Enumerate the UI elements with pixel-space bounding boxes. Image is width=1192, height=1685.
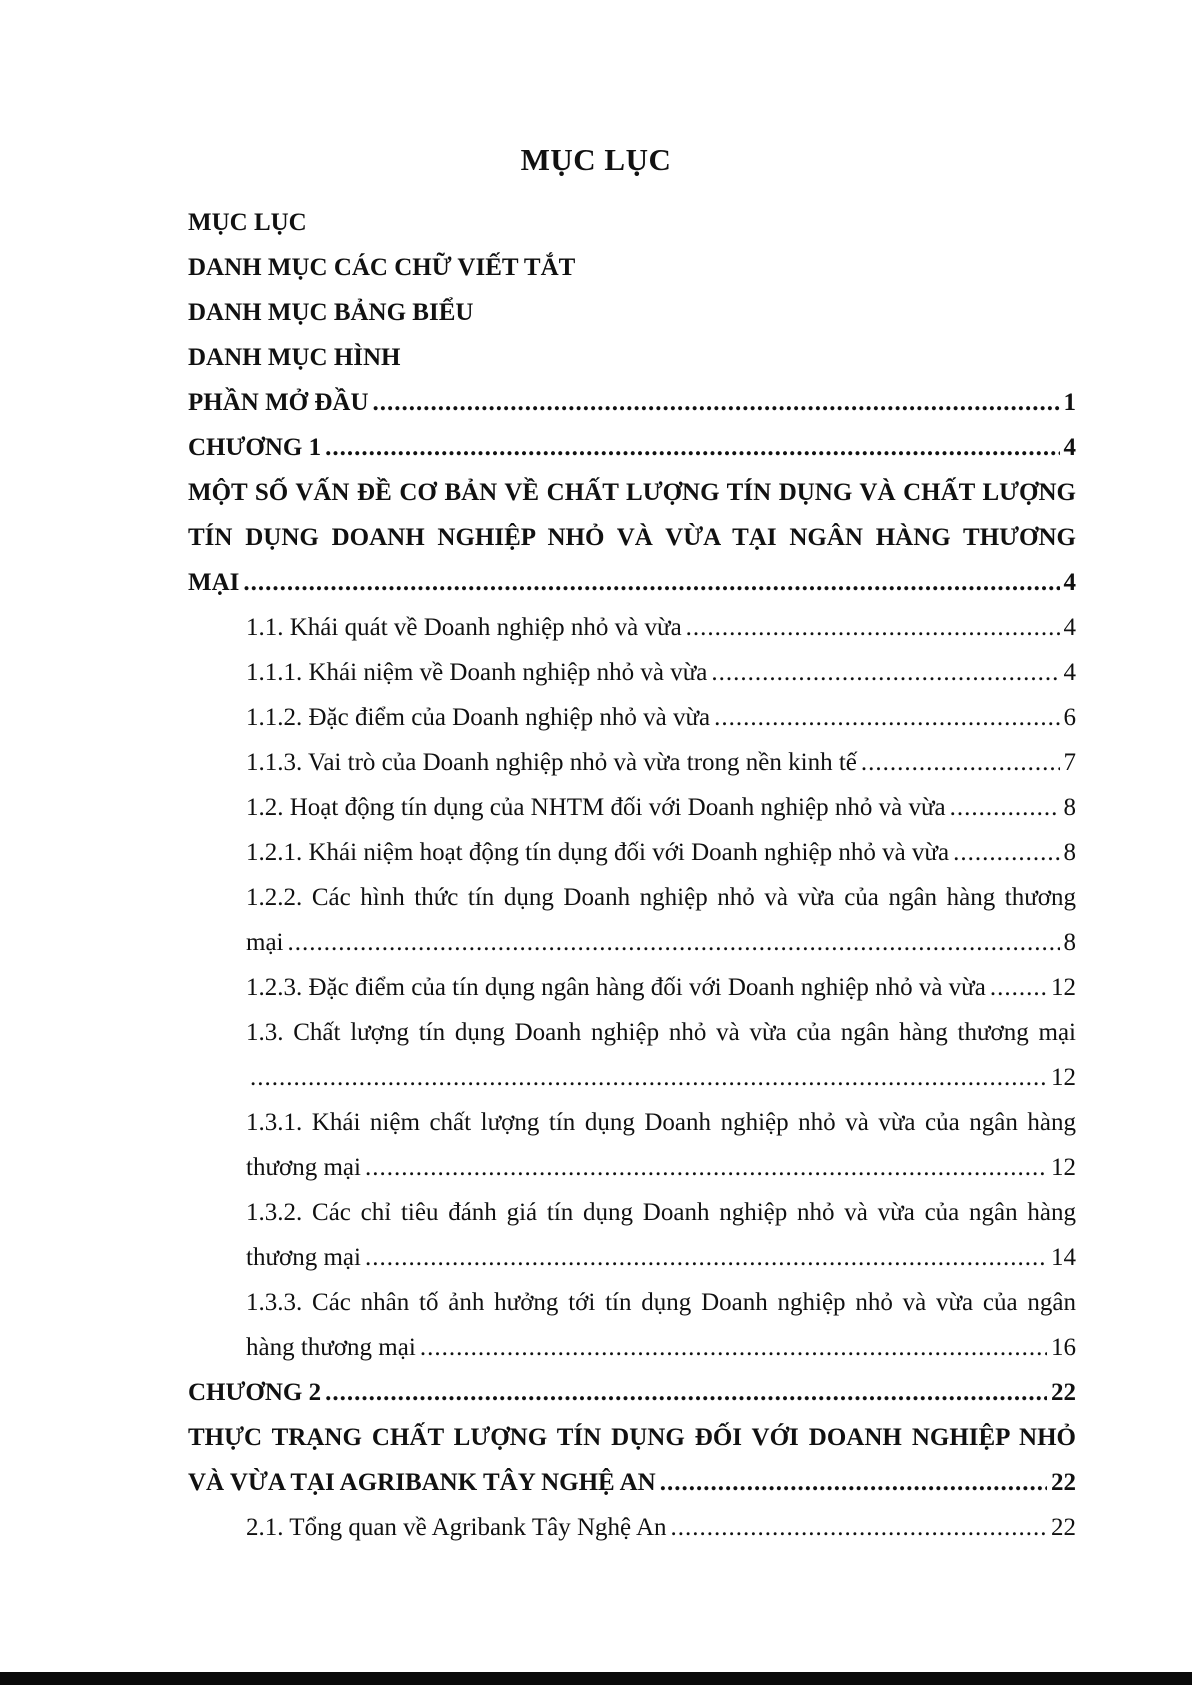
toc-leader-dots — [671, 1505, 1047, 1550]
toc-page-number: 4 — [1063, 614, 1076, 641]
toc-leader-dots — [861, 740, 1060, 785]
toc-entry-label: mại — [246, 929, 284, 956]
toc-entry — [188, 1100, 1076, 1145]
toc-entry-label: 1.2.3. Đặc điểm của tín dụng ngân hàng đối với Doanh nghiệp nhỏ và vừa — [246, 974, 986, 1001]
toc-entry-label: DANH MỤC BẢNG BIỂU — [188, 299, 474, 326]
toc-entry-label: DANH MỤC HÌNH — [188, 344, 401, 371]
toc-entry-label: thương mại — [246, 1154, 361, 1181]
toc-entry-label: hàng thương mại — [246, 1334, 416, 1361]
toc-entry-label: MẠI — [188, 569, 240, 596]
toc-leader-dots — [660, 1460, 1047, 1505]
toc-entry — [188, 470, 1076, 515]
toc-entry — [188, 740, 1076, 785]
page-bottom-edge — [0, 1672, 1192, 1685]
toc-leader-dots — [711, 650, 1059, 695]
toc-entry — [188, 695, 1076, 740]
toc-page-number: 4 — [1063, 569, 1076, 596]
toc-entry — [188, 1325, 1076, 1370]
toc-entry-label: PHẦN MỞ ĐẦU — [188, 389, 369, 416]
toc-page-number: 8 — [1063, 929, 1076, 956]
toc-entry — [188, 380, 1076, 425]
toc-entry-label: thương mại — [246, 1244, 361, 1271]
toc-entry — [188, 605, 1076, 650]
toc-entry — [188, 1190, 1076, 1235]
toc-entry — [188, 425, 1076, 470]
toc-entry-label: CHƯƠNG 2 — [188, 1379, 322, 1406]
toc-entry — [188, 1460, 1076, 1505]
toc-entry-label: THỰC TRẠNG CHẤT LƯỢNG TÍN DỤNG ĐỐI VỚI DOANH NGHIỆP NHỎ — [188, 1424, 1076, 1451]
toc-leader-dots — [686, 605, 1060, 650]
toc-entry-label: 2.1. Tổng quan về Agribank Tây Nghệ An — [246, 1514, 667, 1541]
toc-entry — [188, 1415, 1076, 1460]
toc-page-number: 16 — [1051, 1334, 1076, 1361]
toc-entry-label: MỘT SỐ VẤN ĐỀ CƠ BẢN VỀ CHẤT LƯỢNG TÍN DỤNG VÀ CHẤT LƯỢNG — [188, 479, 1076, 506]
toc-entry — [188, 560, 1076, 605]
toc-leader-dots — [365, 1145, 1047, 1190]
toc-leader-dots — [953, 830, 1059, 875]
toc-entry-label: 1.3.3. Các nhân tố ảnh hưởng tới tín dụng Doanh nghiệp nhỏ và vừa của ngân — [246, 1289, 1076, 1316]
toc-entry — [188, 1010, 1076, 1055]
toc-page-number: 4 — [1063, 434, 1076, 461]
toc-entry-label: 1.3.1. Khái niệm chất lượng tín dụng Doanh nghiệp nhỏ và vừa của ngân hàng — [246, 1109, 1076, 1136]
toc-entry — [188, 1370, 1076, 1415]
toc-entry-label: 1.2.2. Các hình thức tín dụng Doanh nghiệp nhỏ và vừa của ngân hàng thương — [246, 884, 1076, 911]
toc-entry-label: CHƯƠNG 1 — [188, 434, 322, 461]
toc-leader-dots — [325, 425, 1059, 470]
toc-entry-label: 1.1.2. Đặc điểm của Doanh nghiệp nhỏ và vừa — [246, 704, 711, 731]
toc-entry-label: 1.1.3. Vai trò của Doanh nghiệp nhỏ và vừa trong nền kinh tế — [246, 749, 857, 776]
toc-page-number: 12 — [1051, 1154, 1076, 1181]
toc-page-number: 1 — [1063, 389, 1076, 416]
toc-entry-label: 1.3.2. Các chỉ tiêu đánh giá tín dụng Doanh nghiệp nhỏ và vừa của ngân hàng — [246, 1199, 1076, 1226]
toc-entry — [188, 1055, 1076, 1100]
toc-page-number: 4 — [1063, 659, 1076, 686]
toc-entry — [188, 785, 1076, 830]
toc-leader-dots — [420, 1325, 1047, 1370]
toc-entry — [188, 515, 1076, 560]
toc-entry-label: VÀ VỪA TẠI AGRIBANK TÂY NGHỆ AN — [188, 1469, 656, 1496]
toc-page-number: 22 — [1051, 1514, 1076, 1541]
toc-leader-dots — [325, 1370, 1047, 1415]
toc-page-number: 6 — [1063, 704, 1076, 731]
table-of-contents — [188, 200, 1076, 1550]
toc-entry-label: 1.2.1. Khái niệm hoạt động tín dụng đối với Doanh nghiệp nhỏ và vừa — [246, 839, 950, 866]
toc-entry — [188, 830, 1076, 875]
toc-entry — [188, 875, 1076, 920]
toc-page-number: 8 — [1063, 839, 1076, 866]
toc-entry — [188, 1280, 1076, 1325]
page-title: MỤC LỤC — [520, 142, 672, 177]
toc-entry — [188, 1235, 1076, 1280]
toc-page-number: 12 — [1051, 1064, 1076, 1091]
toc-leader-dots — [990, 965, 1047, 1010]
toc-leader-dots — [250, 1055, 1047, 1100]
toc-page-number: 22 — [1051, 1379, 1076, 1406]
toc-leader-dots — [365, 1235, 1047, 1280]
toc-leader-dots — [714, 695, 1059, 740]
toc-page-number: 7 — [1063, 749, 1076, 776]
toc-page-number: 12 — [1051, 974, 1076, 1001]
toc-entry-label: MỤC LỤC — [188, 209, 307, 236]
toc-entry — [188, 335, 1076, 380]
toc-page-number: 22 — [1051, 1469, 1076, 1496]
toc-entry — [188, 1505, 1076, 1550]
toc-page-number: 8 — [1063, 794, 1076, 821]
toc-leader-dots — [288, 920, 1060, 965]
toc-entry — [188, 965, 1076, 1010]
toc-entry — [188, 1145, 1076, 1190]
toc-entry — [188, 920, 1076, 965]
toc-entry-label: DANH MỤC CÁC CHỮ VIẾT TẮT — [188, 254, 576, 281]
toc-entry — [188, 290, 1076, 335]
toc-entry-label: TÍN DỤNG DOANH NGHIỆP NHỎ VÀ VỪA TẠI NGÂN HÀNG THƯƠNG — [188, 524, 1076, 551]
toc-entry-label: 1.1. Khái quát về Doanh nghiệp nhỏ và vừa — [246, 614, 682, 641]
toc-entry-label: 1.1.1. Khái niệm về Doanh nghiệp nhỏ và vừa — [246, 659, 708, 686]
toc-leader-dots — [950, 785, 1060, 830]
toc-entry-label: 1.3. Chất lượng tín dụng Doanh nghiệp nhỏ và vừa của ngân hàng thương mại — [246, 1019, 1076, 1046]
toc-entry — [188, 245, 1076, 290]
toc-page-number: 14 — [1051, 1244, 1076, 1271]
toc-entry — [188, 200, 1076, 245]
toc-entry-label: 1.2. Hoạt động tín dụng của NHTM đối với Doanh nghiệp nhỏ và vừa — [246, 794, 946, 821]
toc-leader-dots — [373, 380, 1060, 425]
toc-leader-dots — [243, 560, 1059, 605]
toc-entry — [188, 650, 1076, 695]
